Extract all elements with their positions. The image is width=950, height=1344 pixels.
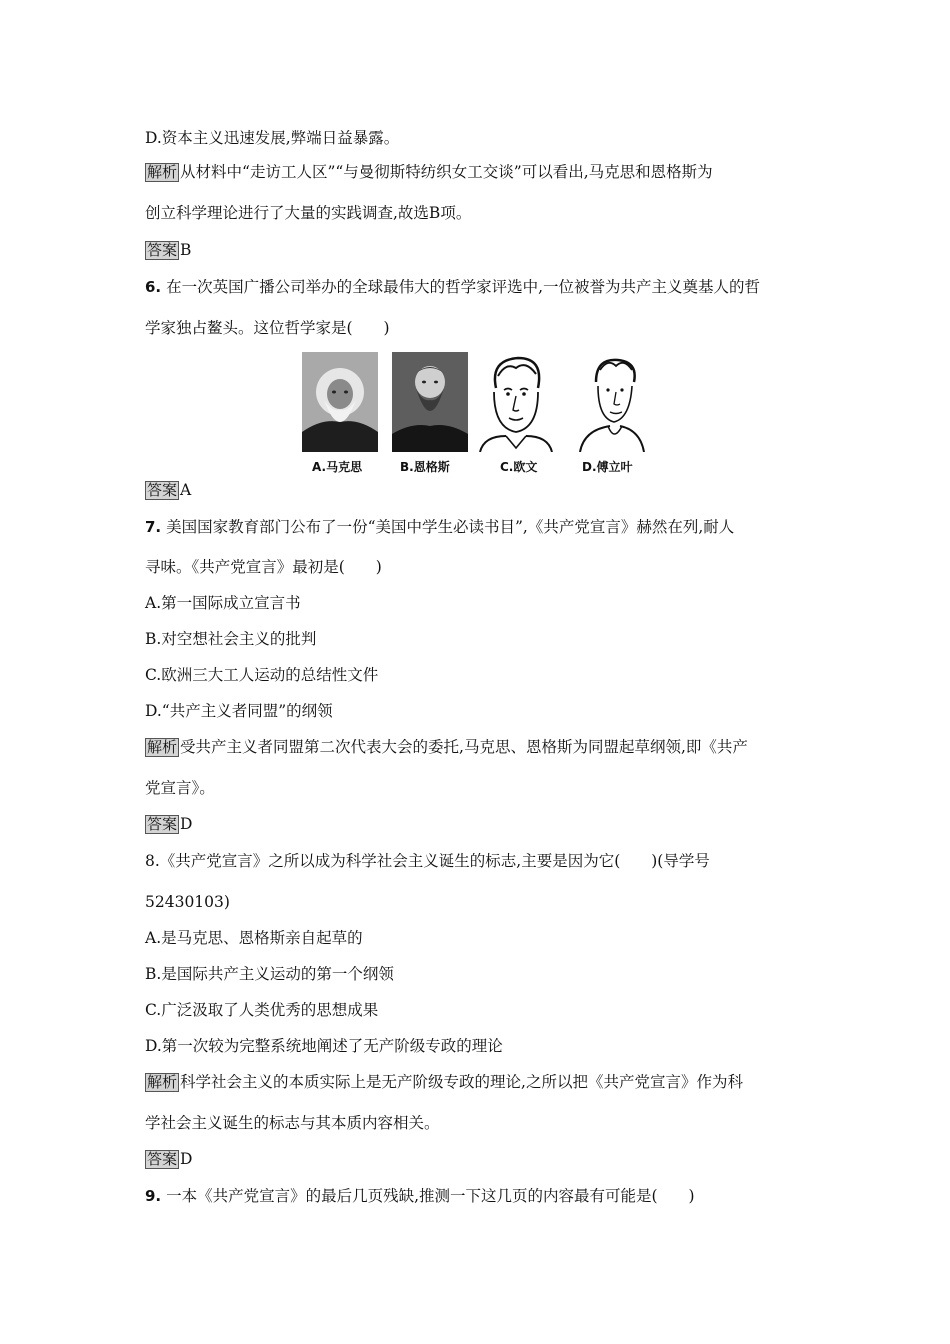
q8-analysis-text: 科学社会主义的本质实际上是无产阶级专政的理论,之所以把《共产党宣言》作为科 [180,1073,743,1091]
q6-stem [145,277,760,297]
caption-c: C.欧文 [500,460,538,474]
answer-tag: 答案 [147,241,178,259]
answer-tag: 答案 [147,481,178,499]
q7-option-c: C.欧洲三大工人运动的总结性文件 [145,666,379,684]
q8-option-c: C.广泛汲取了人类优秀的思想成果 [145,1001,379,1019]
marx-portrait [302,352,378,452]
answer-tag: 答案 [147,815,178,833]
analysis-tag: 解析 [147,1073,178,1091]
q7-stem-cont: 寻味。《共产党宣言》最初是( ) [145,558,382,576]
q7-option-d: D.“共产主义者同盟”的纲领 [145,702,333,720]
q6-stem-cont: 学家独占鳌头。这位哲学家是( ) [145,319,390,337]
q6-number: 6. [145,278,162,296]
q6-answer [145,480,191,500]
q8-analysis [145,1072,743,1092]
q8-option-b: B.是国际共产主义运动的第一个纲领 [145,965,394,983]
q5-analysis-text: 从材料中“走访工人区”“与曼彻斯特纺织女工交谈”可以看出,马克思和恩格斯为 [180,163,713,181]
q6-answer-value: A [180,481,192,499]
q5-answer [145,240,191,260]
q8-option-d: D.第一次较为完整系统地阐述了无产阶级专政的理论 [145,1037,503,1055]
q7-number: 7. [145,518,162,536]
q7-answer [145,814,192,834]
q7-stem [145,517,734,537]
q5-analysis-cont: 创立科学理论进行了大量的实践调查,故选B项。 [145,204,472,222]
q9-stem [145,1186,695,1206]
fourier-portrait [574,352,650,452]
answer-tag: 答案 [147,1150,178,1168]
q7-option-a: A.第一国际成立宣言书 [145,594,301,612]
analysis-tag: 解析 [147,738,178,756]
q7-analysis-cont: 党宣言》。 [145,779,215,797]
q7-analysis-text: 受共产主义者同盟第二次代表大会的委托,马克思、恩格斯为同盟起草纲领,即《共产 [180,738,748,756]
q8-stem: 8.《共产党宣言》之所以成为科学社会主义诞生的标志,主要是因为它( )(导学号 [145,852,710,870]
analysis-tag: 解析 [147,163,178,181]
q8-answer [145,1149,192,1169]
q7-answer-value: D [180,815,193,833]
caption-b: B.恩格斯 [400,460,450,474]
q9-stem-text: 一本《共产党宣言》的最后几页残缺,推测一下这几页的内容最有可能是( ) [161,1187,695,1205]
q7-option-b: B.对空想社会主义的批判 [145,630,317,648]
caption-d: D.傅立叶 [582,460,633,474]
q9-number: 9. [145,1187,162,1205]
q8-option-a: A.是马克思、恩格斯亲自起草的 [145,929,363,947]
engels-portrait [392,352,468,452]
q8-stem-cont: 52430103) [145,893,230,911]
owen-portrait [476,352,556,452]
philosophers-figure [300,352,650,474]
q8-answer-value: D [180,1150,193,1168]
q5-answer-value: B [180,241,192,259]
q6-stem-text: 在一次英国广播公司举办的全球最伟大的哲学家评选中,一位被誉为共产主义奠基人的哲 [161,278,760,296]
q7-analysis [145,737,748,757]
caption-a: A.马克思 [312,460,363,474]
q5-analysis [145,162,713,182]
q8-analysis-cont: 学社会主义诞生的标志与其本质内容相关。 [145,1114,440,1132]
q7-stem-text: 美国国家教育部门公布了一份“美国中学生必读书目”,《共产党宣言》赫然在列,耐人 [161,518,735,536]
q5-option-d: D.资本主义迅速发展,弊端日益暴露。 [145,129,400,147]
